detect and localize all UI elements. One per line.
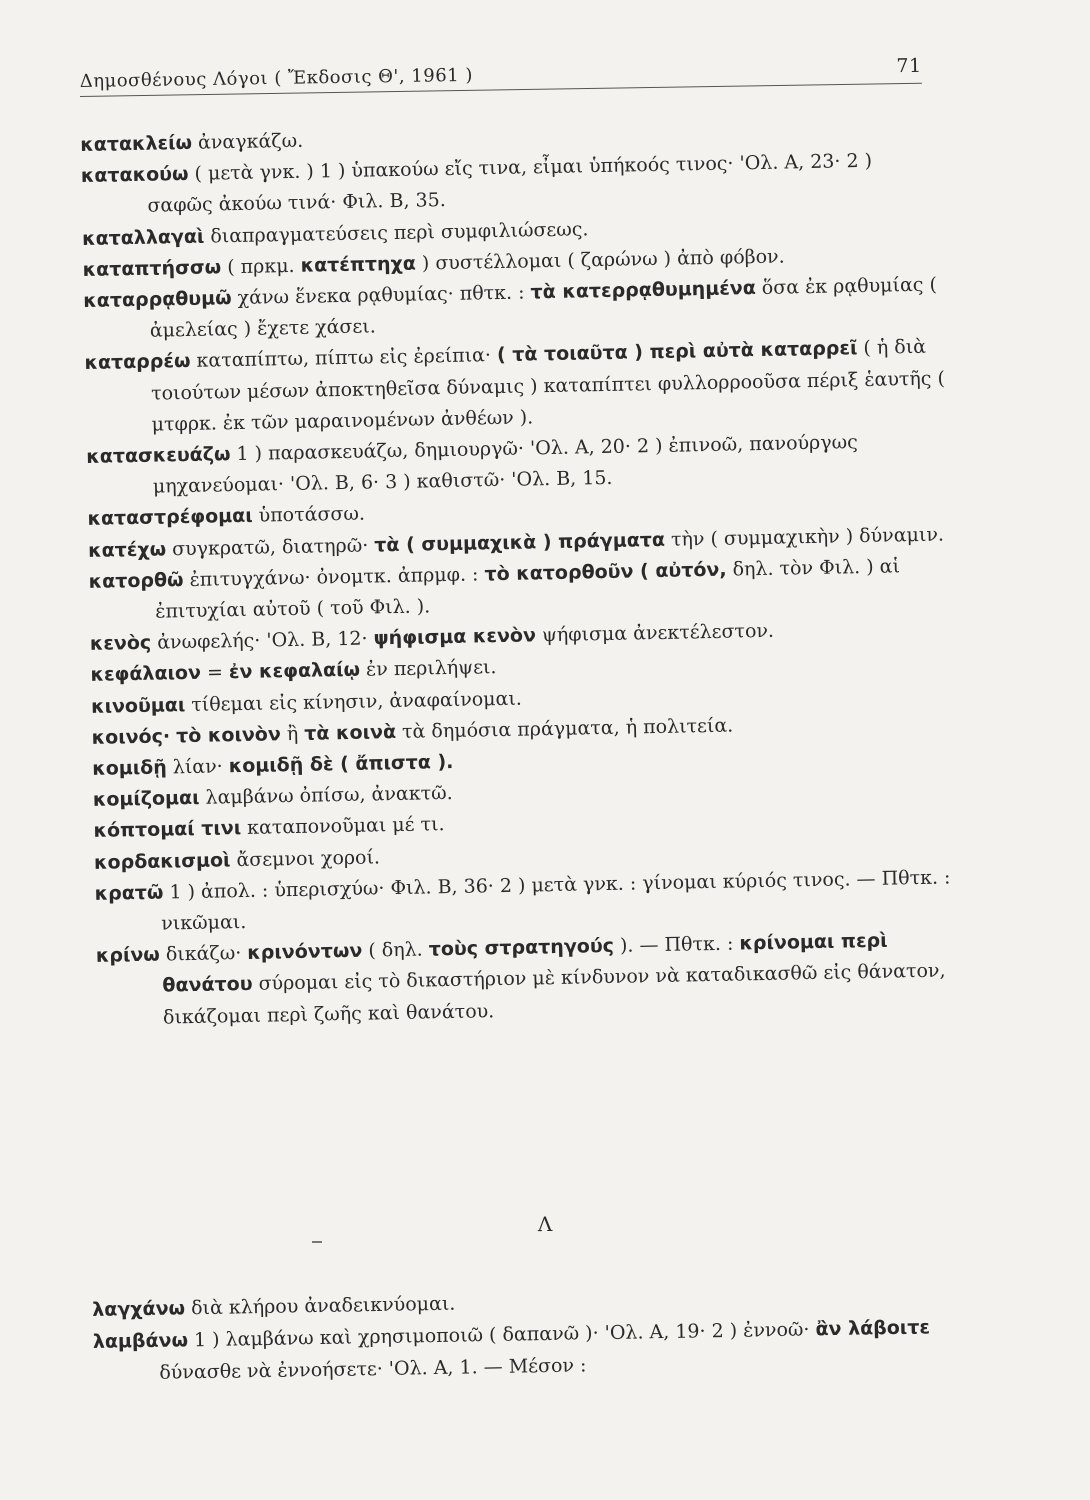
definition-text: καταπονοῦμαι μέ τι. (240, 813, 445, 840)
bold-phrase: ἂν λάβοιτε (815, 1316, 931, 1341)
headword: κατέχω (87, 538, 167, 562)
bold-phrase: τοὺς στρατηγούς (428, 935, 615, 961)
definition-text: διαπραγματεύσεις περὶ συμφιλιώσεως. (204, 217, 589, 248)
running-title: Δημοσθένους Λόγοι ( Ἔκδοσις Θ', 1961 ) (79, 64, 474, 93)
headword: καταπτήσσω (82, 256, 222, 281)
definition-text: ( μετὰ γνκ. ) 1 ) ὑπακούω εἴς τινα, εἶμαι ὑπήκοός τινος· 'Ολ. Α, 23· 2 ) σαφῶς ἀκούω τινά· Φιλ. Β, 35. (147, 150, 873, 218)
definition-text: σύρομαι εἰς τὸ δικαστήριον μὲ κίνδυνον νὰ καταδικασθῶ εἰς θάνατον, δικάζομαι περὶ ζωῆς καὶ θανάτου. (162, 960, 946, 1029)
entries-lambda (92, 1279, 954, 1390)
headword: λαμβάνω (92, 1329, 189, 1353)
bold-phrase: τὰ ( συμμαχικὰ ) πράγματα (374, 528, 666, 557)
bold-phrase: κατέπτηχα (300, 252, 417, 277)
definition-text: ( ἡ διὰ τοιούτων μέσων ἀποκτηθεῖσα δύναμις ) καταπίπτει φυλλορροοῦσα πέριξ ἑαυτῆς ( μτφρκ. ἐκ τῶν μαραινομένων ἀνθέων ). (150, 336, 946, 436)
headword: κοινός· (91, 725, 171, 749)
definition-text: ἐπιτυγχάνω· ὀνομτκ. ἀπρμφ. : (183, 563, 485, 591)
headword: κενὸς (89, 631, 152, 656)
definition-text: χάνω ἕνεκα ρᾳθυμίας· πθτκ. : (231, 281, 531, 310)
definition-text: ἐν περιλήψει. (359, 656, 497, 682)
definition-text: δηλ. τὸν Φιλ. ) αἱ ἐπιτυχίαι αὐτοῦ ( τοῦ Φιλ. ). (155, 555, 901, 623)
definition-text: ὅσα ἐκ ρᾳθυμίας ( ἀμελείας ) ἔχετε χάσει. (149, 273, 938, 342)
dictionary-entry (84, 332, 946, 442)
definition-text: ἄσεμνοι χοροί. (230, 846, 381, 871)
bold-phrase: τὸ κοινὸν (175, 723, 282, 748)
section-letter: Λ (537, 1211, 553, 1237)
headword: κατακούω (80, 163, 189, 188)
dictionary-entry (93, 1311, 954, 1390)
dictionary-entry (96, 925, 958, 1035)
definition-text: δικάζω· (159, 942, 248, 966)
definition-text: δύνασθε νὰ ἐννοήσετε· 'Ολ. Α, 1. — Μέσον : (159, 1354, 587, 1384)
headword: κορδακισμοὶ (93, 848, 231, 874)
headword: κατορθῶ (88, 568, 184, 593)
definition-text: ) συστέλλομαι ( ζαρώνω ) ἀπὸ φόβον. (415, 245, 785, 275)
definition-text: τίθεμαι εἰς κίνησιν, ἀναφαίνομαι. (185, 687, 523, 716)
bold-phrase: κρίνομαι περὶ θανάτου (162, 929, 888, 998)
headword: κομίζομαι (92, 787, 200, 812)
bold-phrase: ( τὰ τοιαῦτα ) περὶ αὐτὰ καταρρεῖ (496, 337, 858, 367)
definition-text: 1 ) ἀπολ. : ὑπερισχύω· Φιλ. Β, 36· 2 ) μετὰ γνκ. : γίνομαι κύριός τινος. — Πθτκ. : νικῶμαι. (161, 866, 951, 935)
definition-text: = (200, 661, 230, 685)
bold-phrase: ἐν κεφαλαίῳ (228, 659, 361, 684)
definition-text: καταπίπτω, πίπτω εἰς ἐρείπια· (190, 344, 498, 373)
headword: κομιδῇ (92, 756, 167, 780)
entries-kappa (80, 113, 957, 1034)
headword: κατασκευάζω (86, 443, 231, 468)
definition-text: λαμβάνω ὀπίσω, ἀνακτῶ. (199, 782, 453, 810)
definition-text: ἀναγκάζω. (191, 129, 304, 154)
bold-phrase: κρινόντων (247, 940, 363, 965)
headword: καταστρέφομαι (87, 505, 253, 531)
definition-text: ἀνωφελής· 'Ολ. Β, 12· (150, 627, 374, 654)
section-dash (312, 1241, 322, 1243)
bold-phrase: τὸ κατορθοῦν ( αὐτόν, (484, 558, 727, 586)
page-number: 71 (896, 54, 922, 78)
headword: κινοῦμαι (90, 693, 186, 718)
headword: κεφάλαιον (90, 662, 202, 687)
definition-text: διὰ κλήρου ἀναδεικνύομαι. (184, 1292, 456, 1320)
definition-text: 1 ) λαμβάνω καὶ χρησιμοποιῶ ( δαπανῶ )· 'Ολ. Α, 19· 2 ) ἐννοῶ· (187, 1318, 816, 1352)
headword: κρίνω (95, 943, 161, 968)
headword: κόπτομαί τινι (93, 817, 242, 843)
headword: λαγχάνω (92, 1297, 186, 1321)
definition-text: ( πρκμ. (220, 254, 301, 279)
bold-phrase: τὰ κοινὰ (304, 720, 397, 745)
headword: καταλλαγαὶ (81, 225, 205, 250)
definition-text: ). — Πθτκ. : (613, 932, 740, 958)
definition-text: λίαν· (166, 755, 229, 779)
definition-text: ψήφισμα ἀνεκτέλεστον. (535, 620, 775, 647)
definition-text: τὴν ( συμμαχικὴν ) δύναμιν. (664, 523, 945, 551)
definition-text: συγκρατῶ, διατηρῶ· (165, 534, 375, 561)
definition-text: ὑποτάσσω. (252, 503, 366, 528)
headword: κρατῶ (94, 881, 164, 905)
definition-text: τὰ δημόσια πράγματα, ἡ πολιτεία. (395, 714, 734, 743)
definition-text: ( δηλ. (362, 938, 429, 963)
headword: καταρρέω (84, 350, 191, 375)
definition-text: 1 ) παρασκευάζω, δημιουργῶ· 'Ολ. Α, 20· 2 ) ἐπινοῶ, πανούργως μηχανεύομαι· 'Ολ. Β, 6· 3 ) καθιστῶ· 'Ολ. Β, 15. (152, 431, 858, 498)
headword: κατακλείω (80, 131, 193, 156)
running-head (79, 51, 921, 97)
bold-phrase: κομιδῇ δὲ ( ἄπιστα ). (228, 751, 454, 778)
definition-text: ἢ (280, 722, 305, 746)
bold-phrase: τὰ κατερρᾳθυμημένα (530, 277, 756, 304)
headword: καταρρᾳθυμῶ (83, 287, 232, 312)
bold-phrase: ψήφισμα κενὸν (373, 624, 537, 650)
